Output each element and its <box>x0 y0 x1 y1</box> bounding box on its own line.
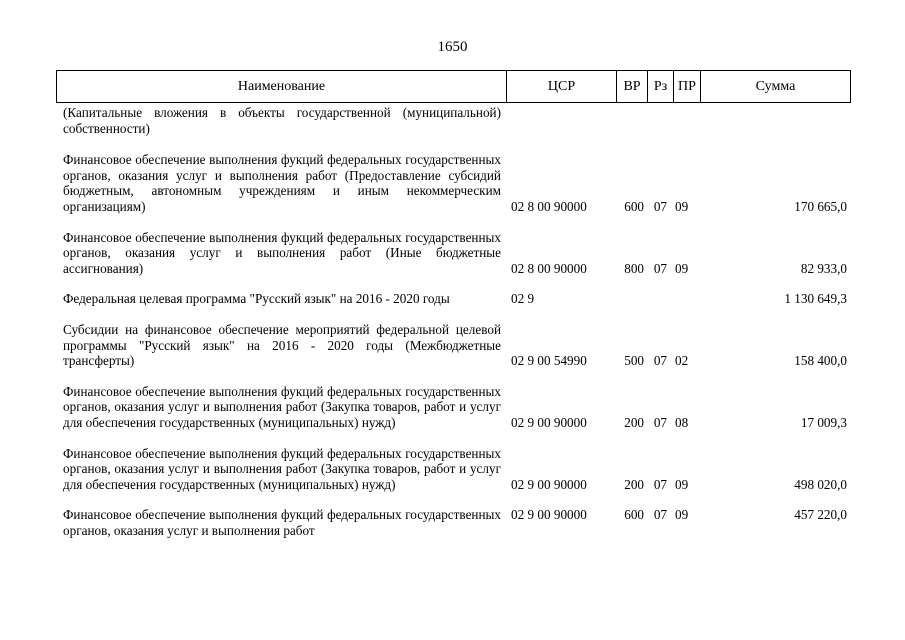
row-name: Финансовое обеспечение выполнения фукций федеральных государственных органов, оказания услуг и выполнения работ (Закупка товаров, работ и услуг для обеспечения государственных (муниципальных) нужд) <box>63 383 501 430</box>
row-vr: 500 <box>624 353 644 369</box>
row-csr: 02 8 00 90000 <box>511 198 587 214</box>
header-csr: ЦСР <box>506 71 616 102</box>
row-sum: 1 130 649,3 <box>784 291 847 307</box>
row-name: Субсидии на финансовое обеспечение мероприятий федеральной целевой программы "Русский язык" на 2016 - 2020 годы (Межбюджетные трансферты) <box>63 321 501 369</box>
row-name: (Капитальные вложения в объекты государственной (муниципальной) собственности) <box>63 105 501 136</box>
table-row <box>56 230 851 277</box>
row-rz: 07 <box>653 507 667 523</box>
table-row <box>56 507 851 538</box>
row-vr: 600 <box>624 198 644 214</box>
row-sum: 498 020,0 <box>794 476 847 492</box>
row-vr: 200 <box>624 476 644 492</box>
row-pr: 09 <box>675 476 689 492</box>
row-pr: 09 <box>675 260 689 276</box>
table-row <box>56 446 851 493</box>
row-vr: 600 <box>624 507 644 523</box>
row-pr: 02 <box>675 353 689 369</box>
row-sum: 158 400,0 <box>794 353 847 369</box>
row-rz: 07 <box>653 260 667 276</box>
row-sum: 17 009,3 <box>800 414 847 430</box>
row-vr: 200 <box>624 414 644 430</box>
row-csr: 02 8 00 90000 <box>511 260 587 276</box>
header-name: Наименование <box>237 78 326 94</box>
row-pr: 08 <box>675 414 689 430</box>
table-row <box>56 105 851 136</box>
page-number: 1650 <box>437 39 468 55</box>
row-name: Финансовое обеспечение выполнения фукций федеральных государственных органов, оказания услуг и выполнения работ (Иные бюджетные ассигнования) <box>63 229 501 276</box>
row-sum: 82 933,0 <box>800 260 847 276</box>
row-csr: 02 9 00 90000 <box>511 414 587 430</box>
table-header <box>56 70 851 103</box>
row-csr: 02 9 00 90000 <box>511 476 587 492</box>
table-row <box>56 291 851 307</box>
row-vr: 800 <box>624 260 644 276</box>
row-rz: 07 <box>653 353 667 369</box>
row-sum: 170 665,0 <box>794 198 847 214</box>
row-pr: 09 <box>675 198 689 214</box>
table-body <box>56 103 851 538</box>
row-rz: 07 <box>653 476 667 492</box>
header-sum: Сумма <box>700 71 850 102</box>
row-csr: 02 9 00 54990 <box>511 353 587 369</box>
row-csr: 02 9 <box>511 291 535 307</box>
header-vr: ВР <box>616 71 647 102</box>
row-name: Финансовое обеспечение выполнения фукций федеральных государственных органов, оказания услуг и выполнения работ (Закупка товаров, работ и услуг для обеспечения государственных (муниципальных) нужд) <box>63 445 501 492</box>
table-row <box>56 384 851 431</box>
table-row <box>56 152 851 214</box>
row-pr: 09 <box>675 507 689 523</box>
row-name: Финансовое обеспечение выполнения фукций федеральных государственных органов, оказания услуг и выполнения работ <box>63 507 501 538</box>
header-pr: ПР <box>673 71 700 102</box>
row-name: Федеральная целевая программа "Русский язык" на 2016 - 2020 годы <box>63 291 450 307</box>
row-name: Финансовое обеспечение выполнения фукций федеральных государственных органов, оказания услуг и выполнения работ (Предоставление субсидий бюджетным, автономным учреждениям и иным некоммерческим организациям) <box>63 152 501 214</box>
row-rz: 07 <box>653 414 667 430</box>
header-rz: Рз <box>647 71 673 102</box>
row-rz: 07 <box>653 198 667 214</box>
row-csr: 02 9 00 90000 <box>511 507 587 523</box>
table-row <box>56 322 851 369</box>
row-sum: 457 220,0 <box>794 507 847 523</box>
